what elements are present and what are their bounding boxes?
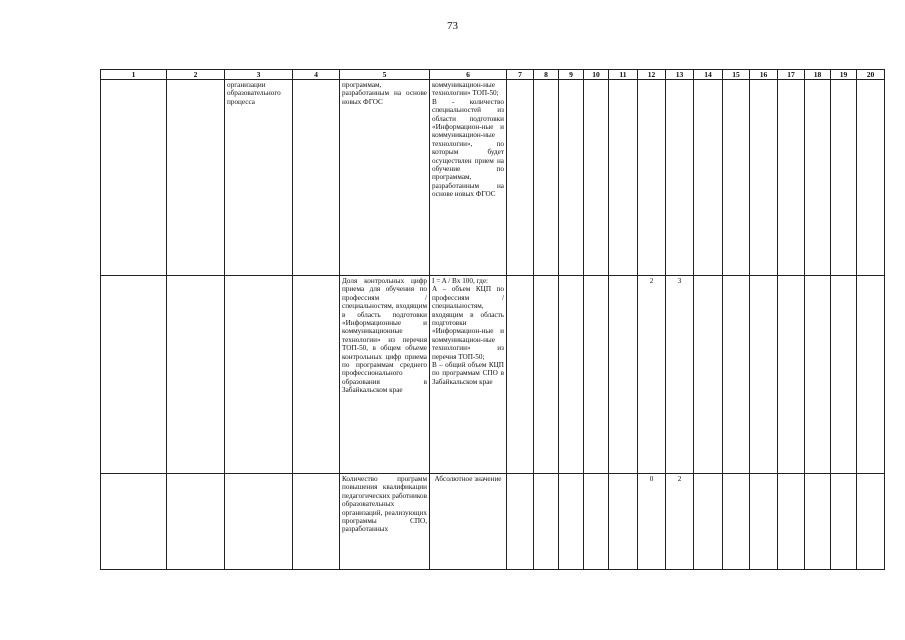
table-cell (609, 276, 638, 474)
table-cell (694, 474, 723, 570)
table-cell (609, 474, 638, 570)
table-cell (534, 276, 559, 474)
table-cell (723, 276, 750, 474)
column-header: 13 (666, 70, 694, 80)
table-cell (805, 474, 831, 570)
table-cell (101, 80, 167, 276)
column-header: 12 (638, 70, 666, 80)
table-cell (559, 80, 584, 276)
table-cell (225, 276, 293, 474)
table-cell (805, 276, 831, 474)
table-cell (750, 80, 778, 276)
calculation-method-cell: I = A / Bх 100, где: А – объем КЦП по профессиям / специальностям, входящим в область подготовки «Информацион-ные и коммуникацион-ные технологии» из перечня ТОП-50; В – общий объем КЦП по программам СПО в Забайкальском крае (430, 276, 507, 474)
column-header: 9 (559, 70, 584, 80)
table-cell (609, 80, 638, 276)
column-header: 11 (609, 70, 638, 80)
table-cell (507, 276, 534, 474)
table-cell (167, 276, 225, 474)
table-cell (101, 474, 167, 570)
column-header: 16 (750, 70, 778, 80)
organization-process-cell: организации образовательного процесса (225, 80, 293, 276)
value-cell-12 (638, 80, 666, 276)
indicator-name-cell: Доля контрольных цифр приема для обучения по профессиям / специальностям, входящим в область подготовки «Информационные и коммуникационные технологии» из перечня ТОП-50, в общем объеме контрольных цифр приема по программам среднего профессионального образования в Забайкальском крае (340, 276, 430, 474)
table-cell (750, 276, 778, 474)
indicator-name-cell: программам, разработанным на основе новых ФГОС (340, 80, 430, 276)
table-cell (831, 80, 857, 276)
table-cell (750, 474, 778, 570)
table-cell (534, 80, 559, 276)
column-header: 7 (507, 70, 534, 80)
table-cell (831, 474, 857, 570)
table-cell (293, 276, 340, 474)
table-cell (559, 474, 584, 570)
column-header: 1 (101, 70, 167, 80)
value-cell-12: 2 (638, 276, 666, 474)
table-cell (723, 474, 750, 570)
table-cell (857, 80, 885, 276)
table-cell (694, 80, 723, 276)
value-cell-13 (666, 80, 694, 276)
table-cell (778, 474, 805, 570)
table-cell (101, 276, 167, 474)
column-header: 10 (584, 70, 609, 80)
value-cell-13: 3 (666, 276, 694, 474)
table-cell (584, 474, 609, 570)
table-cell (857, 474, 885, 570)
table-cell (805, 80, 831, 276)
table-cell (507, 80, 534, 276)
column-header: 19 (831, 70, 857, 80)
table-cell (694, 276, 723, 474)
table-cell (584, 80, 609, 276)
table-cell (167, 80, 225, 276)
column-header: 4 (293, 70, 340, 80)
column-header: 14 (694, 70, 723, 80)
value-cell-12: 0 (638, 474, 666, 570)
column-header: 18 (805, 70, 831, 80)
page-number: 73 (447, 20, 458, 32)
column-header: 3 (225, 70, 293, 80)
table-cell (778, 276, 805, 474)
calculation-method-cell: Абсолютное значение (430, 474, 507, 570)
calculation-method-cell: коммуникацион-ные технологии» ТОП-50; В - количество специальностей из области подготовки «Информацион-ные и коммуникацион-ные технологии», по которым будет осуществлен прием на обучение по программам, разработанным на основе новых ФГОС (430, 80, 507, 276)
column-header: 17 (778, 70, 805, 80)
table-cell (584, 276, 609, 474)
table-cell (723, 80, 750, 276)
table-cell (225, 474, 293, 570)
indicator-name-cell: Количество программ повышения квалификации педагогических работников образовательных организаций, реализующих программы СПО, разработанных (340, 474, 430, 570)
table-cell (534, 474, 559, 570)
table-cell (778, 80, 805, 276)
table-row (101, 276, 885, 474)
table-cell (293, 474, 340, 570)
column-header: 8 (534, 70, 559, 80)
table-cell (293, 80, 340, 276)
table-cell (831, 276, 857, 474)
column-header: 5 (340, 70, 430, 80)
table-row (101, 474, 885, 570)
column-header: 20 (857, 70, 885, 80)
table-row (101, 80, 885, 276)
table-cell (507, 474, 534, 570)
column-header: 6 (430, 70, 507, 80)
table-cell (167, 474, 225, 570)
table-cell (559, 276, 584, 474)
table-cell (857, 276, 885, 474)
column-header: 2 (167, 70, 225, 80)
header-row (101, 70, 885, 80)
value-cell-13: 2 (666, 474, 694, 570)
column-header: 15 (723, 70, 750, 80)
indicators-table (100, 69, 885, 570)
